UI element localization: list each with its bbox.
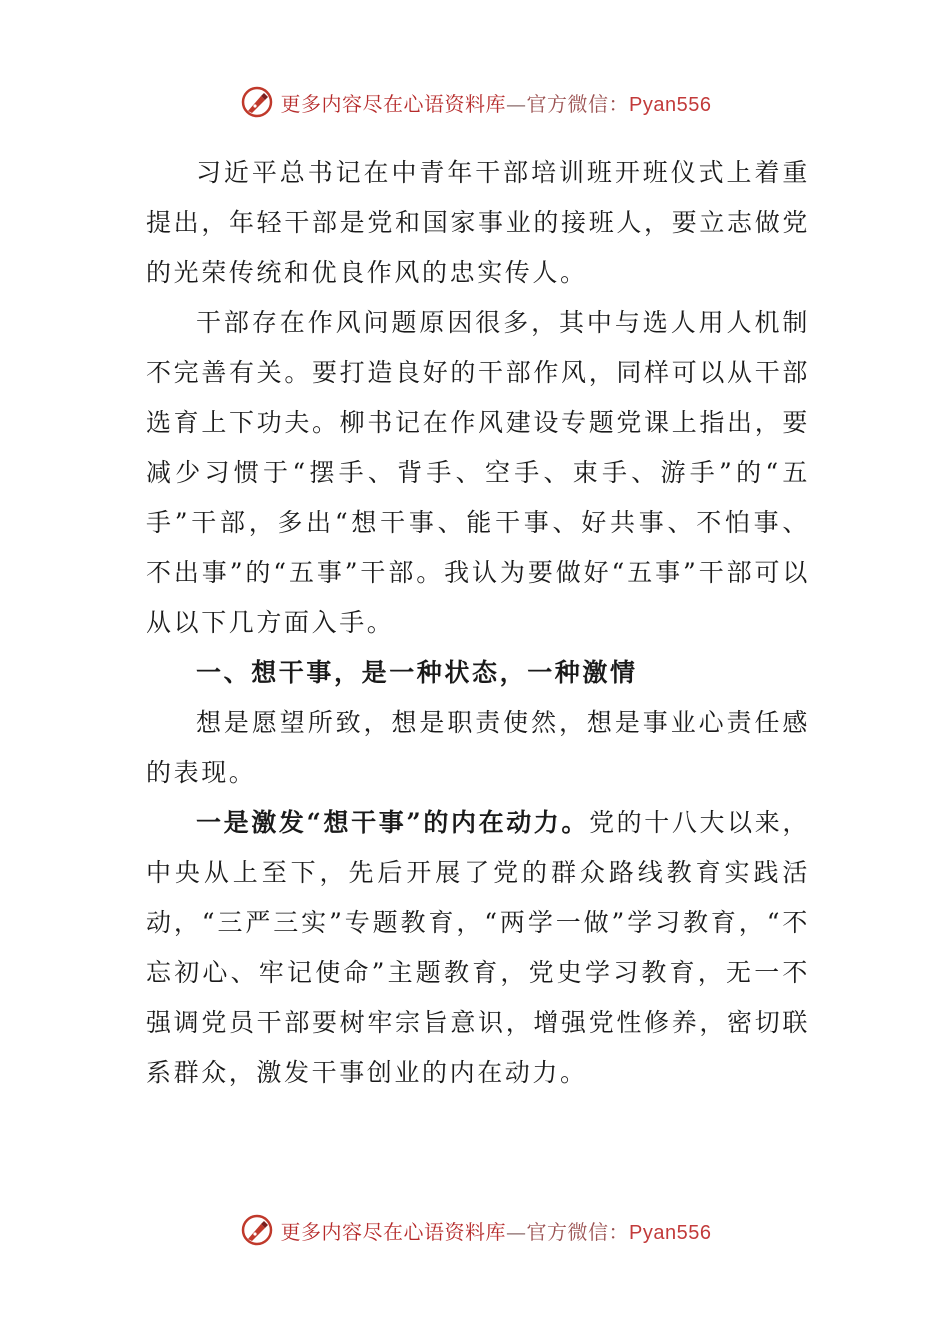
- pen-nib-logo-icon: [239, 1212, 275, 1248]
- banner-main-text: 更多内容尽在心语资料库: [280, 91, 507, 116]
- paragraph-1: 习近平总书记在中青年干部培训班开班仪式上着重提出，年轻干部是党和国家事业的接班人，要立志做党的光荣传统和优良作风的忠实传人。: [146, 158, 810, 287]
- banner-dash: —: [506, 91, 527, 116]
- paragraph-2: 干部存在作风问题原因很多，其中与选人用人机制不完善有关。要打造良好的干部作风，同样可以从干部选育上下功夫。柳书记在作风建设专题党课上指出，要减少习惯于“摆手、背手、空手、束手、游手”的“五手”干部，多出“想干事、能干事、好共事、不怕事、不出事”的“五事”干部。我认为要做好“五事”干部可以从以下几方面入手。: [146, 308, 810, 637]
- pen-nib-logo-icon: [239, 84, 275, 120]
- paragraph-4-lead: 一是激发“想干事”的内在动力。: [196, 808, 590, 837]
- banner-dash: —: [506, 1219, 527, 1244]
- paragraph-3: 想是愿望所致，想是职责使然，想是事业心责任感的表现。: [146, 708, 810, 787]
- document-body: [146, 148, 810, 1098]
- banner-main-text: 更多内容尽在心语资料库: [280, 1219, 507, 1244]
- paragraph-4: [146, 798, 810, 1098]
- header-banner: [0, 80, 950, 124]
- banner-wechat-label: 官方微信：: [526, 91, 630, 116]
- footer-banner: [0, 1208, 950, 1252]
- banner-wechat-account: Pyan556: [629, 1221, 712, 1244]
- banner-wechat-account: Pyan556: [629, 93, 712, 116]
- paragraph-4-text: 党的十八大以来，中央从上至下，先后开展了党的群众路线教育实践活动，“三严三实”专题教育，“两学一做”学习教育，“不忘初心、牢记使命”主题教育，党史学习教育，无一不强调党员干部要树牢宗旨意识，增强党性修养，密切联系群众，激发干事创业的内在动力。: [146, 808, 810, 1087]
- banner-text: [281, 1216, 712, 1245]
- banner-text: [281, 88, 712, 117]
- section-heading-1: 一、想干事，是一种状态，一种激情: [196, 658, 638, 687]
- banner-wechat-label: 官方微信：: [526, 1219, 630, 1244]
